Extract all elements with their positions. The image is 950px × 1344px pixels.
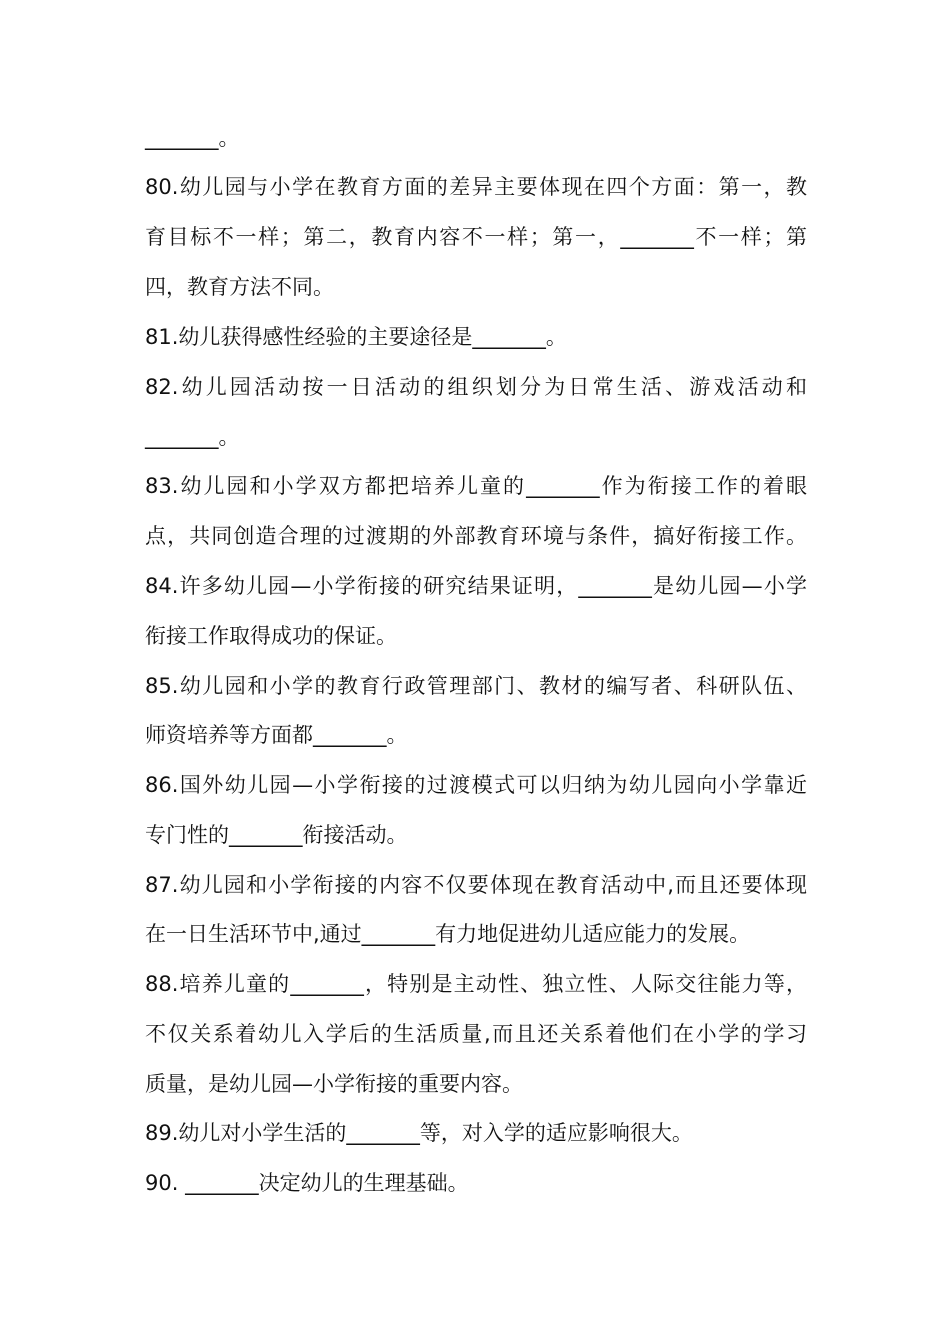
question-80-line-3: 四，教育方法不同。 — [145, 275, 334, 299]
question-86-line-1: 86.国外幼儿园—小学衔接的过渡模式可以归纳为幼儿园向小学靠近 — [145, 773, 807, 797]
question-85-line-2: 师资培养等方面都_______。 — [145, 723, 408, 747]
question-82-line-1: 82.幼儿园活动按一日活动的组织划分为日常生活、游戏活动和 — [145, 375, 807, 399]
question-87-line-1: 87.幼儿园和小学衔接的内容不仅要体现在教育活动中,而且还要体现 — [145, 873, 807, 897]
question-84-line-1: 84.许多幼儿园—小学衔接的研究结果证明，_______是幼儿园—小学 — [145, 574, 807, 598]
question-80-line-1: 80.幼儿园与小学在教育方面的差异主要体现在四个方面：第一，教 — [145, 175, 807, 199]
question-88-line-2: 不仅关系着幼儿入学后的生活质量,而且还关系着他们在小学的学习 — [145, 1022, 807, 1046]
question-86-line-2: 专门性的_______衔接活动。 — [145, 823, 408, 847]
question-89: 89.幼儿对小学生活的_______等，对入学的适应影响很大。 — [145, 1121, 693, 1145]
question-87-line-2: 在一日生活环节中,通过_______有力地促进幼儿适应能力的发展。 — [145, 922, 751, 946]
text-line: _______。 — [145, 126, 240, 150]
question-83-line-1: 83.幼儿园和小学双方都把培养儿童的_______作为衔接工作的着眼 — [145, 474, 807, 498]
question-85-line-1: 85.幼儿园和小学的教育行政管理部门、教材的编写者、科研队伍、 — [145, 674, 807, 698]
question-81: 81.幼儿获得感性经验的主要途径是_______。 — [145, 325, 567, 349]
question-88-line-1: 88.培养儿童的_______，特别是主动性、独立性、人际交往能力等， — [145, 972, 807, 996]
question-84-line-2: 衔接工作取得成功的保证。 — [145, 624, 397, 648]
question-80-line-2: 育目标不一样；第二，教育内容不一样；第一，_______不一样；第 — [145, 225, 807, 249]
question-88-line-3: 质量，是幼儿园—小学衔接的重要内容。 — [145, 1072, 523, 1096]
question-83-line-2: 点，共同创造合理的过渡期的外部教育环境与条件，搞好衔接工作。 — [145, 524, 807, 548]
question-90: 90. _______决定幼儿的生理基础。 — [145, 1171, 469, 1195]
question-82-line-2: _______。 — [145, 425, 240, 449]
